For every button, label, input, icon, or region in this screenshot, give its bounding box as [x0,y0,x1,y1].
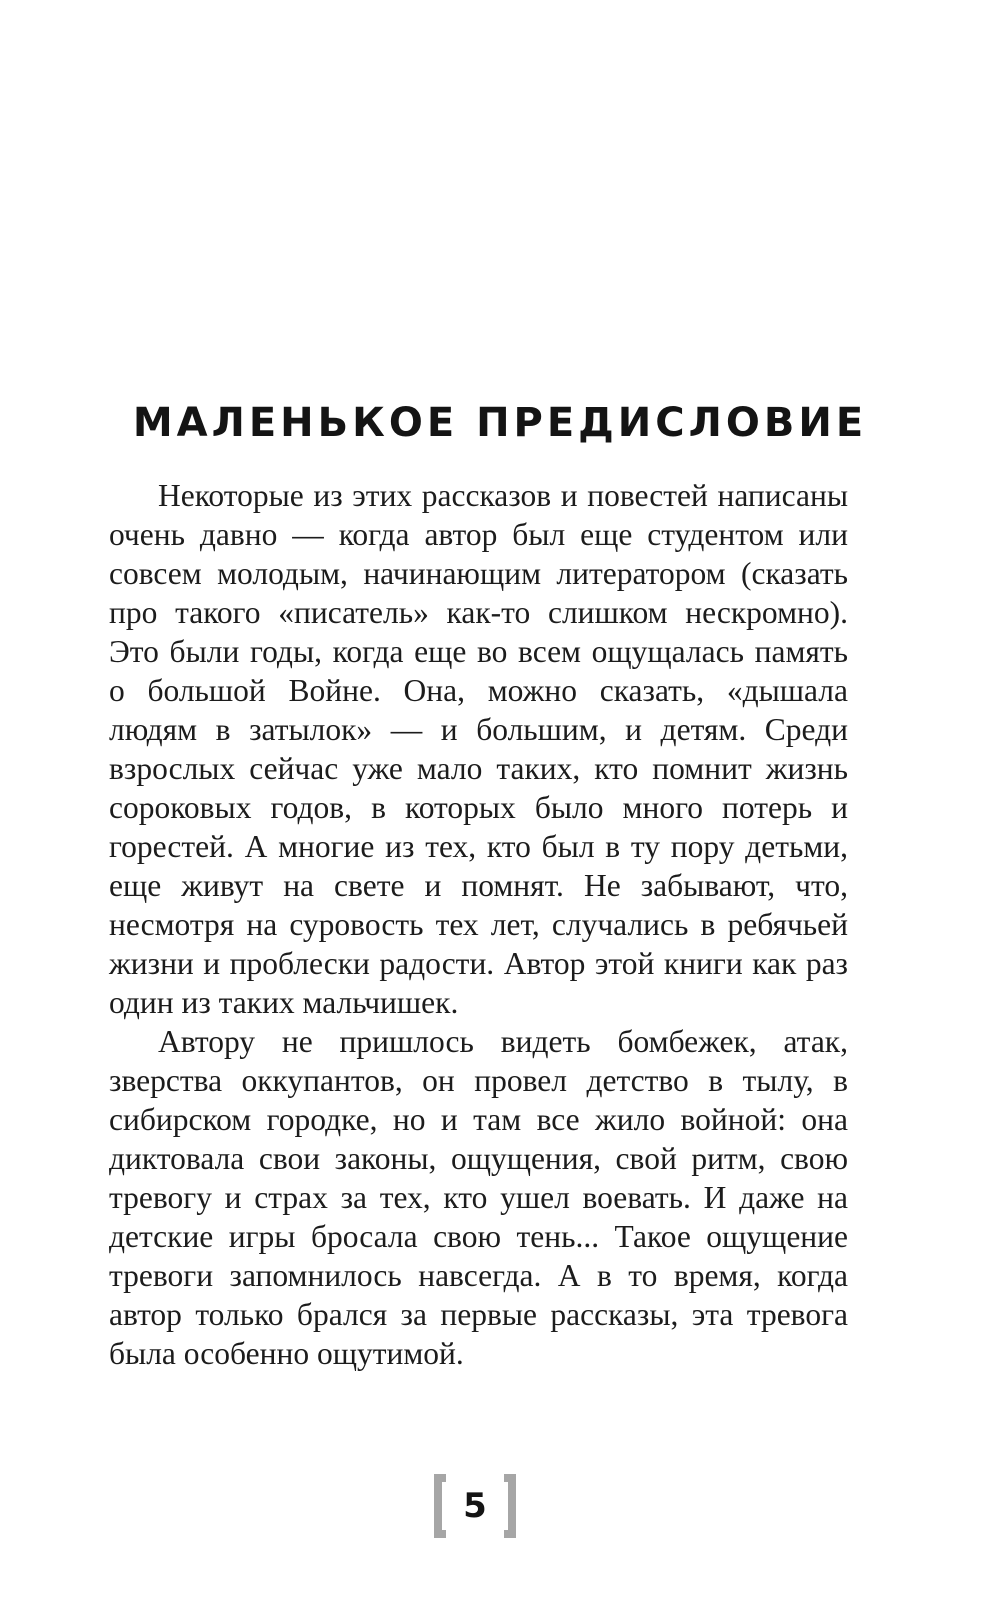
chapter-title: МАЛЕНЬКОЕ ПРЕДИСЛОВИЕ [132,400,868,446]
page-number: 5 [463,1486,487,1526]
page-number-box [434,1474,516,1538]
paragraph-2: Автору не пришлось видеть бомбежек, атак, зверства оккупантов, он провел детство в тылу, в сибирском городке, но и там все жило войной: она диктовала свои законы, ощущения, свой ритм, свою тревогу и страх за тех, кто ушел воевать. И даже на детские игры бросала свою тень... Такое ощущение тревоги запомнилось навсегда. А в то время, когда автор только брался за первые рассказы, эта тревога была особенно ощутимой. [109,1024,848,1371]
body-text [109,476,848,1373]
paragraph-1: Некоторые из этих рассказов и повестей написаны очень давно — когда автор был еще студентом или совсем молодым, начинающим литератором (сказать про такого «писатель» как-то слишком нескромно). Это были годы, когда еще во всем ощущалась память о большой Войне. Она, можно сказать, «дышала людям в затылок» — и большим, и детям. Среди взрослых сейчас уже мало таких, кто помнит жизнь сороковых годов, в которых было много потерь и горестей. А многие из тех, кто был в ту пору детьми, еще живут на свете и помнят. Не забывают, что, несмотря на суровость тех лет, случались в ребячьей жизни и проблески радости. Автор этой книги как раз один из таких мальчишек. [109,478,848,1020]
right-bracket-icon [504,1474,516,1538]
